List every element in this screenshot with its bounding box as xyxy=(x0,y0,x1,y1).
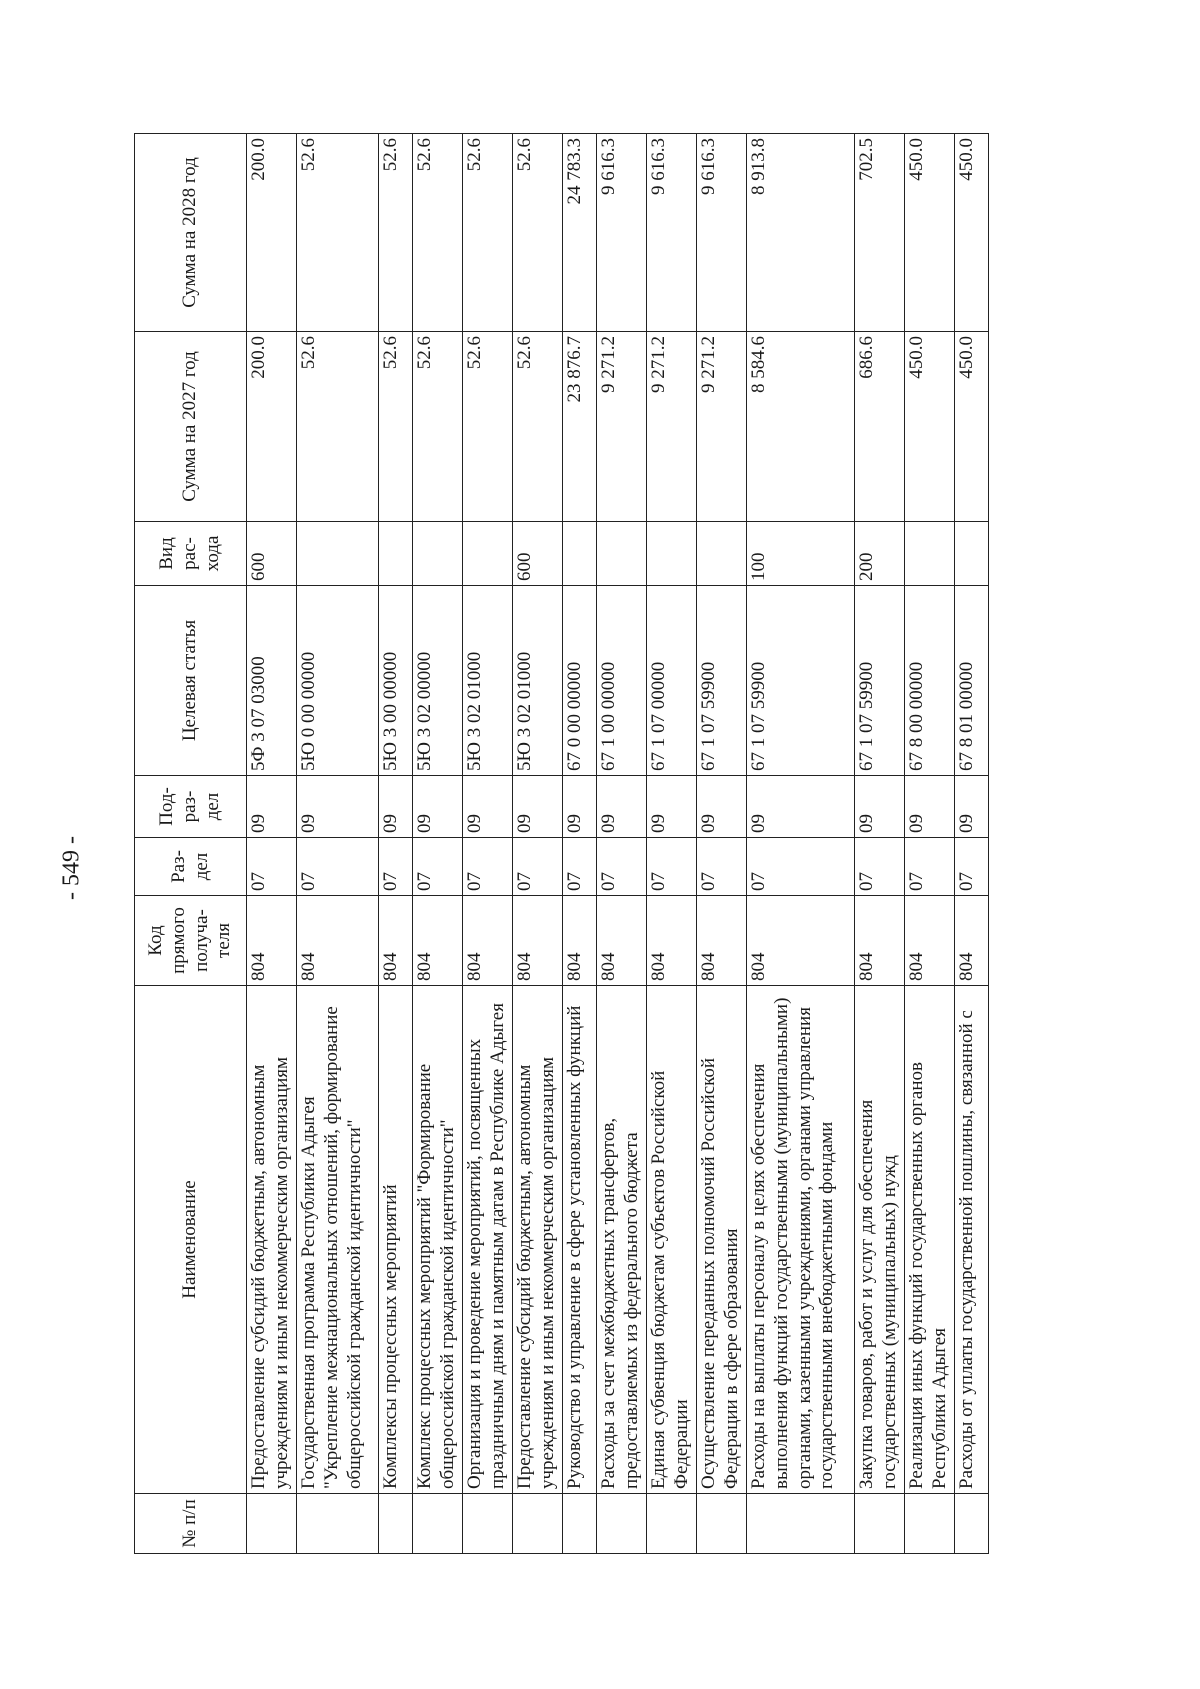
row-razdel: 07 xyxy=(297,838,379,896)
row-target-article: 5Ю 0 00 00000 xyxy=(297,586,379,776)
table-row xyxy=(413,134,463,1554)
row-sum-2027: 8 584.6 xyxy=(747,332,855,522)
row-name: Комплекс процессных мероприятий "Формирование общероссийской гражданской идентичности" xyxy=(413,986,463,1494)
row-sum-2027: 9 271.2 xyxy=(597,332,647,522)
row-sum-2028: 52.6 xyxy=(463,134,513,332)
row-expense-type xyxy=(697,522,747,586)
row-num xyxy=(379,1494,413,1554)
row-expense-type xyxy=(413,522,463,586)
row-num xyxy=(513,1494,563,1554)
row-razdel: 07 xyxy=(247,838,297,896)
header-expense-type: Вид рас-хода xyxy=(135,522,247,586)
row-sum-2028: 52.6 xyxy=(513,134,563,332)
budget-table-rotated xyxy=(134,134,1072,1554)
row-sum-2028: 8 913.8 xyxy=(747,134,855,332)
row-sum-2027: 52.6 xyxy=(379,332,413,522)
table-header-row xyxy=(135,134,247,1554)
row-sum-2028: 450.0 xyxy=(905,134,955,332)
table-row xyxy=(905,134,955,1554)
row-podrazdel: 09 xyxy=(413,776,463,838)
row-name: Организация и проведение мероприятий, посвященных праздничным дням и памятным датам в Республике Адыгея xyxy=(463,986,513,1494)
row-podrazdel: 09 xyxy=(955,776,989,838)
header-sum-2028: Сумма на 2028 год xyxy=(135,134,247,332)
header-sum-2027: Сумма на 2027 год xyxy=(135,332,247,522)
row-num xyxy=(247,1494,297,1554)
row-expense-type xyxy=(597,522,647,586)
row-recipient-code: 804 xyxy=(955,896,989,986)
row-recipient-code: 804 xyxy=(563,896,597,986)
row-podrazdel: 09 xyxy=(463,776,513,838)
row-recipient-code: 804 xyxy=(247,896,297,986)
row-sum-2028: 450.0 xyxy=(955,134,989,332)
row-sum-2027: 23 876.7 xyxy=(563,332,597,522)
table-row xyxy=(513,134,563,1554)
row-name: Государственная программа Республики Адыгея "Укрепление межнациональных отношений, формирование общероссийской гражданской идентичности" xyxy=(297,986,379,1494)
row-target-article: 67 8 01 00000 xyxy=(955,586,989,776)
row-sum-2027: 9 271.2 xyxy=(697,332,747,522)
row-podrazdel: 09 xyxy=(905,776,955,838)
row-podrazdel: 09 xyxy=(647,776,697,838)
row-expense-type: 600 xyxy=(513,522,563,586)
header-num: № п/п xyxy=(135,1494,247,1554)
row-expense-type xyxy=(463,522,513,586)
row-sum-2028: 9 616.3 xyxy=(647,134,697,332)
row-recipient-code: 804 xyxy=(297,896,379,986)
row-recipient-code: 804 xyxy=(905,896,955,986)
row-num xyxy=(747,1494,855,1554)
row-razdel: 07 xyxy=(597,838,647,896)
row-sum-2027: 9 271.2 xyxy=(647,332,697,522)
row-sum-2027: 52.6 xyxy=(413,332,463,522)
row-num xyxy=(697,1494,747,1554)
table-row xyxy=(297,134,379,1554)
row-target-article: 5Ю 3 02 00000 xyxy=(413,586,463,776)
header-podrazdel: Под-раз-дел xyxy=(135,776,247,838)
header-target-article: Целевая статья xyxy=(135,586,247,776)
table-row xyxy=(855,134,905,1554)
row-sum-2028: 24 783.3 xyxy=(563,134,597,332)
page-number: - 549 - xyxy=(58,836,85,900)
row-podrazdel: 09 xyxy=(597,776,647,838)
row-sum-2027: 52.6 xyxy=(513,332,563,522)
row-name: Руководство и управление в сфере установленных функций xyxy=(563,986,597,1494)
row-name: Реализация иных функций государственных органов Республики Адыгея xyxy=(905,986,955,1494)
row-target-article: 67 0 00 00000 xyxy=(563,586,597,776)
row-name: Комплексы процессных мероприятий xyxy=(379,986,413,1494)
row-name: Единая субвенция бюджетам субъектов Российской Федерации xyxy=(647,986,697,1494)
row-name: Предоставление субсидий бюджетным, автономным учреждениям и иным некоммерческим организациям xyxy=(247,986,297,1494)
row-num xyxy=(855,1494,905,1554)
row-sum-2028: 200.0 xyxy=(247,134,297,332)
row-podrazdel: 09 xyxy=(855,776,905,838)
row-razdel: 07 xyxy=(647,838,697,896)
row-sum-2027: 686.6 xyxy=(855,332,905,522)
row-num xyxy=(413,1494,463,1554)
budget-table xyxy=(134,133,989,1554)
row-razdel: 07 xyxy=(463,838,513,896)
row-num xyxy=(647,1494,697,1554)
header-recipient-code: Код прямого получа-теля xyxy=(135,896,247,986)
row-target-article: 5Ю 3 02 01000 xyxy=(463,586,513,776)
row-num xyxy=(955,1494,989,1554)
table-row xyxy=(647,134,697,1554)
row-razdel: 07 xyxy=(905,838,955,896)
row-recipient-code: 804 xyxy=(647,896,697,986)
row-expense-type xyxy=(905,522,955,586)
row-sum-2028: 9 616.3 xyxy=(697,134,747,332)
row-expense-type xyxy=(379,522,413,586)
row-podrazdel: 09 xyxy=(379,776,413,838)
row-target-article: 67 1 07 59900 xyxy=(697,586,747,776)
row-num xyxy=(563,1494,597,1554)
table-row xyxy=(747,134,855,1554)
header-razdel: Раз-дел xyxy=(135,838,247,896)
row-name: Предоставление субсидий бюджетным, автономным учреждениям и иным некоммерческим организациям xyxy=(513,986,563,1494)
row-name: Закупка товаров, работ и услуг для обеспечения государственных (муниципальных) нужд xyxy=(855,986,905,1494)
table-row xyxy=(563,134,597,1554)
row-expense-type xyxy=(563,522,597,586)
row-sum-2028: 702.5 xyxy=(855,134,905,332)
row-razdel: 07 xyxy=(855,838,905,896)
row-razdel: 07 xyxy=(563,838,597,896)
row-recipient-code: 804 xyxy=(463,896,513,986)
row-sum-2028: 52.6 xyxy=(379,134,413,332)
row-podrazdel: 09 xyxy=(563,776,597,838)
row-num xyxy=(905,1494,955,1554)
row-recipient-code: 804 xyxy=(513,896,563,986)
row-razdel: 07 xyxy=(413,838,463,896)
row-recipient-code: 804 xyxy=(597,896,647,986)
row-name: Расходы на выплаты персоналу в целях обеспечения выполнения функций государственными (муниципальными) органами, казенными учреждениями, органами управления государственными внебюджетными фондами xyxy=(747,986,855,1494)
row-podrazdel: 09 xyxy=(697,776,747,838)
row-recipient-code: 804 xyxy=(697,896,747,986)
row-name: Осуществление переданных полномочий Российской Федерации в сфере образования xyxy=(697,986,747,1494)
row-sum-2028: 52.6 xyxy=(413,134,463,332)
row-sum-2028: 9 616.3 xyxy=(597,134,647,332)
row-name: Расходы от уплаты государственной пошлины, связанной с xyxy=(955,986,989,1494)
row-num xyxy=(463,1494,513,1554)
row-podrazdel: 09 xyxy=(247,776,297,838)
table-row xyxy=(597,134,647,1554)
row-razdel: 07 xyxy=(697,838,747,896)
row-sum-2027: 52.6 xyxy=(463,332,513,522)
row-sum-2027: 200.0 xyxy=(247,332,297,522)
row-recipient-code: 804 xyxy=(747,896,855,986)
row-sum-2028: 52.6 xyxy=(297,134,379,332)
row-razdel: 07 xyxy=(747,838,855,896)
table-row xyxy=(379,134,413,1554)
table-row xyxy=(247,134,297,1554)
row-target-article: 67 1 07 59900 xyxy=(855,586,905,776)
row-sum-2027: 450.0 xyxy=(955,332,989,522)
row-expense-type xyxy=(297,522,379,586)
row-name: Расходы за счет межбюджетных трансфертов, предоставляемых из федерального бюджета xyxy=(597,986,647,1494)
row-target-article: 5Ю 3 02 01000 xyxy=(513,586,563,776)
row-sum-2027: 450.0 xyxy=(905,332,955,522)
row-target-article: 5Ю 3 00 00000 xyxy=(379,586,413,776)
row-target-article: 67 1 07 00000 xyxy=(647,586,697,776)
row-expense-type: 600 xyxy=(247,522,297,586)
row-podrazdel: 09 xyxy=(513,776,563,838)
table-row xyxy=(697,134,747,1554)
row-target-article: 67 1 07 59900 xyxy=(747,586,855,776)
row-recipient-code: 804 xyxy=(413,896,463,986)
row-razdel: 07 xyxy=(955,838,989,896)
row-expense-type xyxy=(955,522,989,586)
row-num xyxy=(597,1494,647,1554)
row-razdel: 07 xyxy=(379,838,413,896)
row-target-article: 67 8 00 00000 xyxy=(905,586,955,776)
row-recipient-code: 804 xyxy=(855,896,905,986)
row-podrazdel: 09 xyxy=(297,776,379,838)
row-expense-type xyxy=(647,522,697,586)
row-sum-2027: 52.6 xyxy=(297,332,379,522)
header-name: Наименование xyxy=(135,986,247,1494)
row-expense-type: 200 xyxy=(855,522,905,586)
table-row xyxy=(463,134,513,1554)
row-podrazdel: 09 xyxy=(747,776,855,838)
row-razdel: 07 xyxy=(513,838,563,896)
row-recipient-code: 804 xyxy=(379,896,413,986)
row-expense-type: 100 xyxy=(747,522,855,586)
row-target-article: 67 1 00 00000 xyxy=(597,586,647,776)
row-target-article: 5Ф 3 07 03000 xyxy=(247,586,297,776)
table-row xyxy=(955,134,989,1554)
row-num xyxy=(297,1494,379,1554)
